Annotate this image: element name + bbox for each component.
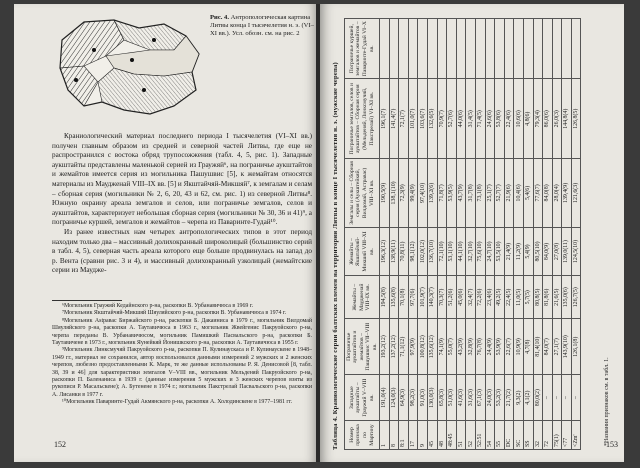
table-cell — [427, 19, 437, 79]
table-cell: 72,2(6) — [475, 276, 485, 319]
table-cell: 139,2(6) — [427, 159, 437, 228]
table-cell — [466, 19, 476, 79]
table-cell: 191,0(4) — [380, 375, 390, 421]
table-cell — [389, 19, 399, 79]
row-feature-number: 9 — [418, 421, 428, 450]
table-cell — [552, 19, 562, 79]
table-cell: 32,4(7) — [466, 276, 476, 319]
craniology-table — [344, 18, 581, 450]
table-cell — [495, 19, 505, 79]
table-cell — [418, 19, 428, 79]
table-cell: 193,2(12) — [380, 319, 390, 375]
table-cell: 5,4(6) — [523, 159, 533, 228]
col-header: Жемайты – Маудженай VIII–IX вв. — [345, 276, 380, 319]
right-page — [320, 4, 624, 462]
table-row — [437, 19, 447, 450]
table-cell — [456, 19, 466, 79]
table-cell: 21,4(9) — [504, 227, 514, 276]
table-cell: 4,7(8) — [523, 319, 533, 375]
table-row — [514, 19, 524, 450]
table-cell: 126,8(5) — [571, 79, 581, 159]
table-cell: 24,6(6) — [485, 79, 495, 159]
table-cell: 73,1(8) — [475, 159, 485, 228]
table-cell: 80,5(10) — [533, 227, 543, 276]
row-feature-number: <Zm' — [571, 421, 581, 450]
table-cell: 77,6(7) — [533, 159, 543, 228]
table-cell: 70,9(7) — [437, 79, 447, 159]
table-cell — [437, 19, 447, 79]
caption-text: Антропологическая картина Литвы конца I тысячелетия н. э. (VI–XI вв.). Усл. обозн. см. на рис. 2 — [210, 14, 314, 38]
table-cell: 97,9(9) — [408, 319, 418, 375]
table-cell: 53,2(3) — [495, 375, 505, 421]
table-cell — [399, 19, 409, 79]
table-cell: 98,2(3) — [408, 375, 418, 421]
table-cell: 22,4(5) — [504, 276, 514, 319]
table-cell: 126,1(8) — [571, 319, 581, 375]
table-cell: 132,6(5) — [427, 79, 437, 159]
row-feature-number: 48:45 — [447, 421, 457, 450]
table-cell: 84,0(9) — [543, 227, 553, 276]
row-feature-number: 52:51 — [475, 421, 485, 450]
table-cell: 11,0(5) — [514, 276, 524, 319]
table-cell — [504, 19, 514, 79]
table-row — [427, 19, 437, 450]
table-cell: 21,6(5) — [552, 276, 562, 319]
table-cell: 28,0(4) — [552, 159, 562, 228]
table-cell: 10,4(6) — [514, 159, 524, 228]
table-cell: 124,0(3) — [389, 375, 399, 421]
table-cell: 27,0(8) — [552, 227, 562, 276]
table-cell — [380, 19, 390, 79]
table-row — [485, 19, 495, 450]
table-title: Таблица 4. Краниологические серии балтских племен на территории Литвы в конце I тысячелетия н. э. (мужские черепа) — [332, 62, 339, 450]
table-cell: 49,2(5) — [495, 276, 505, 319]
table-cell: 23,4(6) — [485, 276, 495, 319]
table-cell: 138,1(10) — [389, 159, 399, 228]
row-feature-number: 45 — [427, 421, 437, 450]
table-note: *Названия признаков см. в табл. 1. — [604, 357, 610, 446]
table-row — [562, 19, 572, 450]
table-cell: 32,7(10) — [466, 227, 476, 276]
table-cell: 4,1(2) — [523, 375, 533, 421]
footnotes — [52, 300, 312, 407]
footnote-7: ⁷Могильник Якштайчяй-Микшяй Шяуляйского р-на, раскопки В. Урбанавичюса в 1974 г. — [62, 310, 287, 317]
row-feature-number: 1 — [380, 421, 390, 450]
table-cell: 10,9(9) — [514, 319, 524, 375]
table-cell: 51,2(6) — [447, 276, 457, 319]
table-cell: 43,2(9) — [456, 319, 466, 375]
table-cell: 71,4(5) — [475, 79, 485, 159]
table-row — [408, 19, 418, 450]
footnote-rule — [52, 300, 122, 301]
table-cell: 24,0(3) — [485, 375, 495, 421]
table-cell: 51,0(3) — [447, 375, 457, 421]
table-cell: 141,4(7) — [389, 79, 399, 159]
table-row — [543, 19, 553, 450]
table-cell — [514, 19, 524, 79]
table-cell: 139,4(9) — [562, 159, 572, 228]
table-row — [533, 19, 543, 450]
row-feature-number: SC — [514, 421, 524, 450]
page-number-right: 153 — [606, 440, 618, 449]
col-header: Земгалы и селы – Сборная серия (Аукштейкяй, Вилдомай, Астравас) VIII–XI вв. — [345, 159, 380, 228]
table-cell: 137,2(12) — [389, 319, 399, 375]
table-cell — [571, 19, 581, 79]
col-header: Пограничье земгалов, селов и аукштайтов – Сборная серия (Мельденяй, Линксмучяй, Пакстрелай) VI–XI вв. — [345, 79, 380, 159]
table-cell: 79,3(4) — [533, 79, 543, 159]
table-cell: 97,7(6) — [408, 276, 418, 319]
table-header-row — [345, 19, 380, 450]
table-row — [475, 19, 485, 450]
table-cell: 43,7(9) — [456, 159, 466, 228]
page-number-left: 152 — [54, 440, 66, 449]
col-header: Номер признака по Мартину — [345, 421, 380, 450]
table-cell: 70,8(11) — [399, 227, 409, 276]
table-cell: 143,9(10) — [562, 319, 572, 375]
table-cell: 71,8(7) — [437, 159, 447, 228]
table-cell: 26,0(3) — [552, 79, 562, 159]
table-cell: 24,7(10) — [485, 227, 495, 276]
table-cell: 103,6(7) — [418, 79, 428, 159]
footnote-8: ⁸Могильник Аstрaвас Биржайского р-на, раскопки Б. Дакаиниса в 1979 г., могильник Вилдомай Шяуляйского р-на, раскопки А. Таутавичюса в 1963 г., могильник Жвейгенис Пакруойского р-на, черепа переданы В. Урбанавичюсом, могильник Памишкяй Пасвальского р-на, раскопки Б. Таутавичене в 1973 г., могильник Яунейкяй Йонишкского р-на, раскопки А. Таутавичюса в 1955 г. — [52, 317, 312, 347]
table-cell: 72,1(7) — [399, 79, 409, 159]
table-cell: 41,6(3) — [456, 375, 466, 421]
table-cell: 190,5(9) — [380, 159, 390, 228]
table-row — [571, 19, 581, 450]
table-cell: 44,0(6) — [456, 79, 466, 159]
footnote-6: ⁶Могильник Граужяй Кедайнского р-на, раскопки В. Урбанавичюса в 1969 г. — [62, 303, 254, 309]
table-row — [418, 19, 428, 450]
table-cell: – — [562, 375, 572, 421]
table-cell: 140,3(7) — [427, 276, 437, 319]
table-cell: 144,8(4) — [562, 79, 572, 159]
table-row — [523, 19, 533, 450]
left-page — [14, 4, 318, 462]
table-row — [380, 19, 390, 450]
table-cell: 80,0(2) — [533, 375, 543, 421]
table-cell: 84,0(7) — [543, 319, 553, 375]
table-cell: 81,8(6) — [543, 276, 553, 319]
table-cell: 98,1(12) — [408, 227, 418, 276]
table-cell: 70,1(8) — [399, 276, 409, 319]
table-cell: 86,0(6) — [543, 79, 553, 159]
table-cell: 53,5(10) — [495, 227, 505, 276]
table-cell: 53,9(5) — [447, 159, 457, 228]
table-cell: 196,1(7) — [380, 79, 390, 159]
row-feature-number: DC — [504, 421, 514, 450]
table-cell: 21,9(6) — [504, 159, 514, 228]
table-row — [389, 19, 399, 450]
table-cell — [523, 19, 533, 79]
row-feature-number: 48 — [437, 421, 447, 450]
table-cell: 74,1(9) — [437, 319, 447, 375]
col-header: Пограничье куршей, земгалов и жемайтов – Паваринте-Гудай VI–X вв. — [345, 19, 380, 79]
table-cell: 194,5(8) — [380, 276, 390, 319]
table-cell: 21,7(2) — [504, 375, 514, 421]
table-cell: 4,8(6) — [523, 79, 533, 159]
table-cell: 101,0(7) — [408, 79, 418, 159]
table-row — [447, 19, 457, 450]
table-body — [380, 19, 581, 450]
table-cell — [485, 19, 495, 79]
table-cell — [533, 19, 543, 79]
table-cell: 99,4(9) — [408, 159, 418, 228]
row-feature-number: 32 — [533, 421, 543, 450]
table-cell: 135,0(6) — [562, 276, 572, 319]
table-cell: 22,6(7) — [504, 319, 514, 375]
table-cell: 53,9(9) — [495, 319, 505, 375]
table-cell: 52,7(7) — [495, 159, 505, 228]
row-feature-number: 8 — [389, 421, 399, 450]
table-cell: 64,9(3) — [399, 375, 409, 421]
table-cell: 24,4(9) — [485, 319, 495, 375]
row-feature-number: 51 — [456, 421, 466, 450]
table-cell: 135,6(12) — [427, 319, 437, 375]
table-row — [456, 19, 466, 450]
table-cell: 130,0(3) — [427, 375, 437, 421]
table-cell: 81,4(10) — [533, 319, 543, 375]
table-cell: 101,9(7) — [418, 276, 428, 319]
table-cell — [408, 19, 418, 79]
table-cell: 80,8(5) — [533, 276, 543, 319]
row-feature-number: <77 — [562, 421, 572, 450]
col-header: Пограничье аукштайтов и жемайтов – Пашушвис VII–VIII вв. — [345, 319, 380, 375]
table-row — [466, 19, 476, 450]
row-feature-number: SS — [523, 421, 533, 450]
row-feature-number: 55 — [495, 421, 505, 450]
table-cell: 75,6(10) — [475, 227, 485, 276]
figure-caption — [210, 14, 314, 39]
footnote-10: ¹⁰Могильник Паваринте-Гудай Акмянского р-на, раскопки А. Холодинскене в 1977–1981 гг. — [62, 399, 293, 406]
table-cell: 126,7(5) — [571, 276, 581, 319]
col-header: Жемайты – Якштайчяй-Микшяй VIII–XI вв. — [345, 227, 380, 276]
table-cell: 32,8(9) — [466, 319, 476, 375]
row-feature-number: 54 — [485, 421, 495, 450]
caption-lead: Рис. 4. — [210, 14, 229, 21]
row-feature-number: 72 — [543, 421, 553, 450]
table-cell: 70,3(7) — [437, 276, 447, 319]
table-cell: 31,7(8) — [466, 159, 476, 228]
table-cell: 100,8(12) — [418, 319, 428, 375]
table-cell: 71,1(12) — [399, 319, 409, 375]
table-cell: 27,1(7) — [552, 319, 562, 375]
table-cell: 53,8(6) — [495, 79, 505, 159]
table-cell: 45,0(6) — [456, 276, 466, 319]
table-cell: 91,0(3) — [418, 375, 428, 421]
table-cell: – — [543, 375, 553, 421]
table-cell: 10,6(6) — [514, 79, 524, 159]
row-feature-number: 75(1) — [552, 421, 562, 450]
table-row — [495, 19, 505, 450]
col-header: Западные аукштайты – Граужяй V–VIII вв. — [345, 375, 380, 421]
table-cell: 76,7(8) — [475, 319, 485, 375]
table-cell: 9,3(2) — [514, 375, 524, 421]
table-cell: 31,6(3) — [466, 375, 476, 421]
table-cell — [447, 19, 457, 79]
table-cell: 25,1(7) — [485, 159, 495, 228]
table-cell: 5,7(5) — [523, 276, 533, 319]
table-cell: 139,0(11) — [562, 227, 572, 276]
table-cell: – — [552, 375, 562, 421]
table-cell: 135,6(8) — [389, 276, 399, 319]
table-row — [399, 19, 409, 450]
table-cell: 5,4(9) — [523, 227, 533, 276]
table-cell: 31,4(5) — [466, 79, 476, 159]
table-cell: – — [571, 375, 581, 421]
table-cell: 53,1(10) — [447, 227, 457, 276]
table-cell: 44,1(10) — [456, 227, 466, 276]
row-feature-number: 17 — [408, 421, 418, 450]
lithuania-anthropology-map — [54, 10, 204, 120]
table-cell: 97,4(10) — [418, 159, 428, 228]
table-cell: 136,7(10) — [427, 227, 437, 276]
rotated-table-content — [328, 12, 620, 456]
row-feature-number: 8:1 — [399, 421, 409, 450]
table-cell: 84,0(8) — [543, 159, 553, 228]
rotated-table-area — [328, 12, 620, 456]
table-cell: 196,3(12) — [380, 227, 390, 276]
paragraph-2: Из ранее известных нам четырех антропологических типов в этот период находим только два – массивный долихокранный широколицый (большинство серий в табл. 4, 5), северная часть ареала которого еще больше продвинулась на запад до р. Вента (сравни рис. 3 и 4), и массивный долихокранный узколицый (жемайтские серии из Маудже- — [52, 227, 312, 275]
table-cell: 65,8(3) — [437, 375, 447, 421]
table-cell — [543, 19, 553, 79]
table-cell: 121,6(3) — [571, 159, 581, 228]
table-cell — [562, 19, 572, 79]
table-cell: 72,1(10) — [437, 227, 447, 276]
table-cell — [475, 19, 485, 79]
table-cell: 55,0(7) — [447, 319, 457, 375]
table-cell: 124,5(10) — [571, 227, 581, 276]
table-cell: 67,1(3) — [475, 375, 485, 421]
table-cell: 11,2(9) — [514, 227, 524, 276]
table-cell: 52,7(6) — [447, 79, 457, 159]
body-text — [52, 132, 312, 276]
row-feature-number: 52 — [466, 421, 476, 450]
table-cell: 72,3(9) — [399, 159, 409, 228]
paragraph-1: Краниологический материал последнего периода I тысячелетия (VI–XI вв.) получен главным образом из средней и северной частей Литвы, где еще не распространился с востока обряд трупосожжения (табл. 4, 5, рис. 1). Западные аукштайты представлены маленькой серией из Граужяй⁶, на пограничье аукштайтов и жемайтов имеется серия из могильника Пашушвис [5], к жемайтам относятся материалы из Маудженай VIII–IX вв. [5] и Якштайчяй-Микшяй⁷, к земгалам и селам – сборная серия (могильники № 2, 6, 20, 43 и 62, см. рис. 1) из северной Литвы⁸. Южную окраину ареала земгалов и селов, или пограничье земгалов, селов и аукштайтов, характеризует небольшая сборная серия (могильники № 30, 36 и 41)⁹, а пограничье куршей, земгалов и жемайтов – черепа из Паваринте-Гудай¹⁰. — [52, 132, 312, 227]
table-row — [504, 19, 514, 450]
book-spread — [14, 4, 624, 462]
table-row — [552, 19, 562, 450]
table-cell: 138,9(11) — [389, 227, 399, 276]
table-cell: 22,4(6) — [504, 79, 514, 159]
footnote-9: ⁹Могильник Линксмучяй Пакруойского р-на, раскопки П. Кулинаускаса и Р. Кулинаускене в 1948–1949 гг., материал не сохранился, автор воспользовался данными измерений 2 мужских и 2 женских черепов, любезно предоставленными К. Марк, те же данные использованы Р. Я. Денисовой [8, табл. 38, 39 и 46] для характеристики земгалов V–VIII вв., могильник Мельденяй Пакруойского р-на, раскопки П. Баленаниса в 1939 г. (данные измерения 5 мужских и 3 женских черепов взяты из рукописи Р. Масальскене); А. Бутенене в 1974 г.; могильник Пакстрелай Пасвальского р-на, раскопки А. Лисанки в 1977 г. — [52, 347, 312, 398]
table-cell: 102,0(12) — [418, 227, 428, 276]
map-figure — [54, 10, 204, 120]
